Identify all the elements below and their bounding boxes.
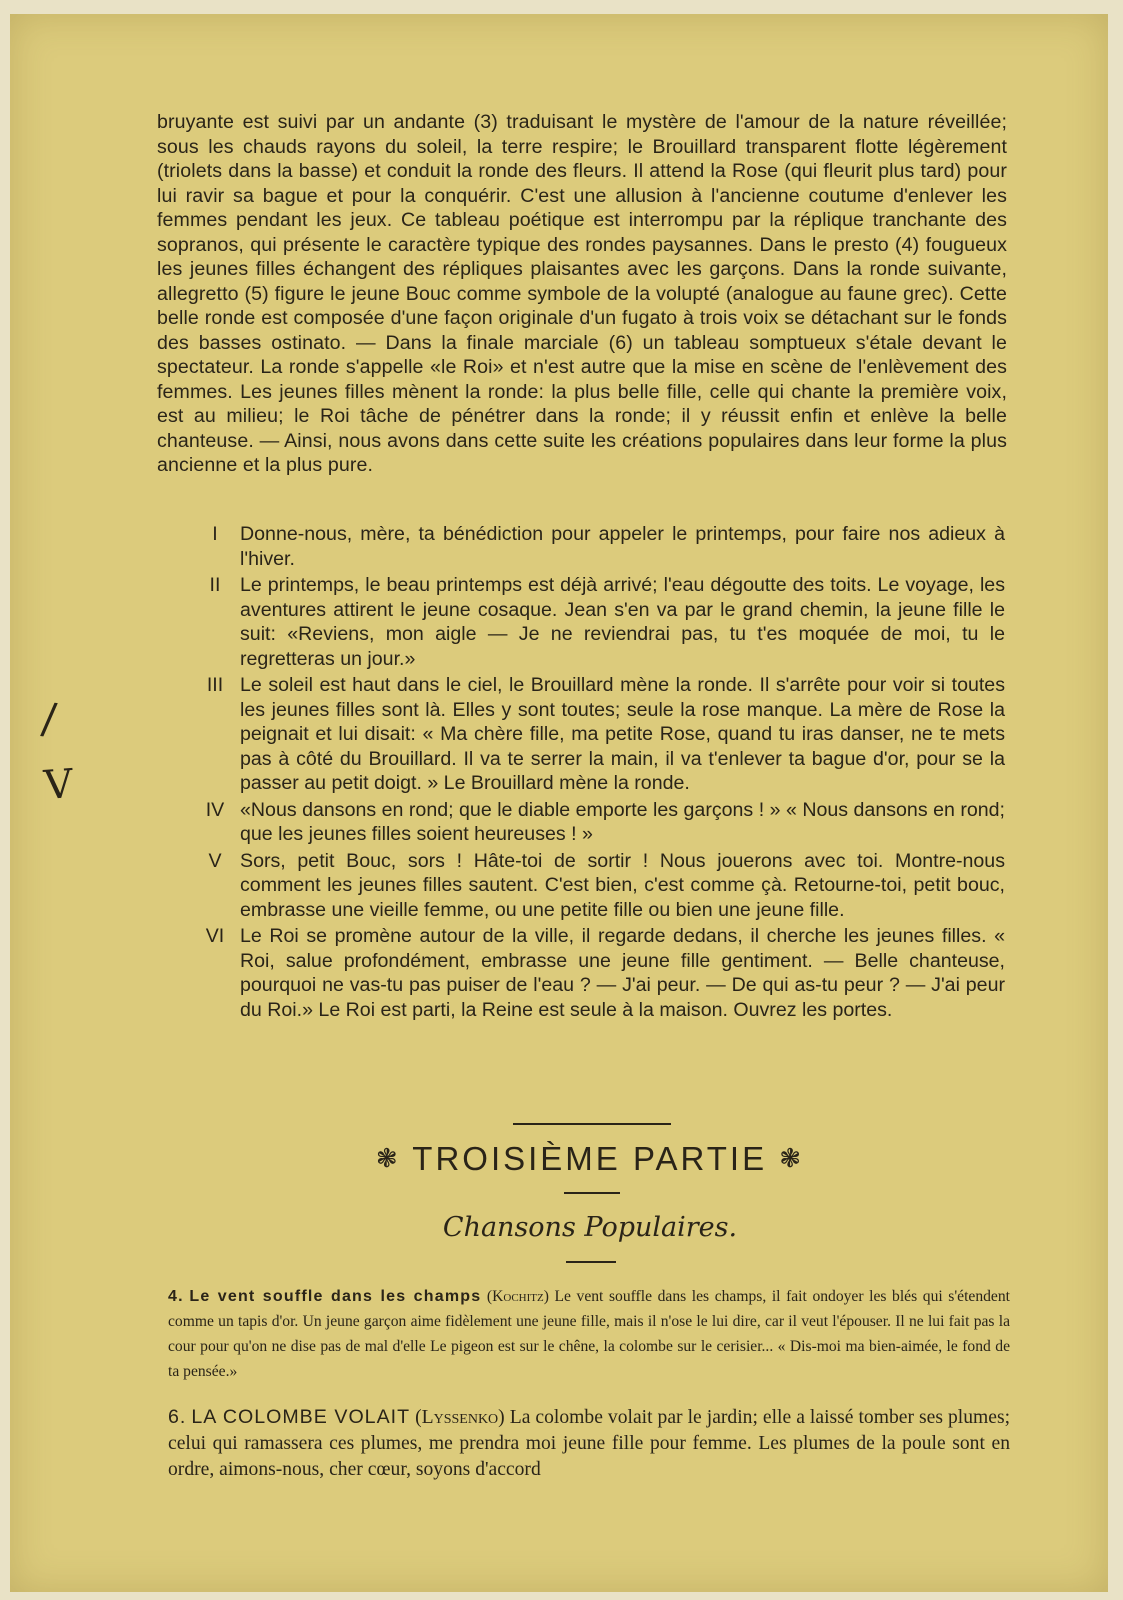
song-6-title: LA COLOMBE VOLAIT: [191, 1406, 411, 1428]
song-6-composer: (Lyssenko): [415, 1407, 505, 1428]
song-4-text: Le vent souffle dans les champs, il fait ondoyer les blés qui s'étendent comme un tapis d'or. Un jeune garçon aime fidèlement une jeune fille, mais il n'ose le lui dire, car il veut l'épouser. Il ne lui fait pas la cour pour qu'on ne dise pas de mal d'elle Le pigeon est sur le chêne, la colombe sur le cerisier... « Dis-moi ma bien-aimée, le fond de ta pensée.»: [168, 1288, 1010, 1380]
divider-rule: [566, 1261, 616, 1263]
intro-paragraph: [157, 110, 1007, 478]
song-4-number: 4.: [168, 1288, 184, 1305]
song-item: [190, 798, 1005, 847]
margin-mark-slash: /: [39, 693, 59, 744]
section-title-text: TROISIÈME PARTIE: [412, 1140, 768, 1177]
song-item: [190, 673, 1005, 796]
section-subtitle: Chansons Populaires.: [442, 1212, 738, 1243]
song-text: Le Roi se promène autour de la ville, il regarde dedans, il cherche les jeunes filles. « Roi, salue profondément, embrasse une jeune fille gentiment. — Belle chanteuse, pourquoi ne vas-tu pas puiser de l'eau ? — J'ai peur. — De qui as-tu peur ? — J'ai peur du Roi.» Le Roi est parti, la Reine est seule à la maison. Ouvrez les portes.: [240, 925, 1005, 1021]
song-text: Le printemps, le beau printemps est déjà arrivé; l'eau dégoutte des toits. Le voyage, les aventures attirent le jeune cosaque. Jean s'en va par le grand chemin, la jeune fille le suit: «Reviens, mon aigle — Je ne reviendrai pas, tu t'es moquée de moi, tu le regretteras un jour.»: [240, 574, 1005, 670]
song-number: I: [212, 523, 218, 545]
song-item: [190, 849, 1005, 923]
song-text: Donne-nous, mère, ta bénédiction pour appeler le printemps, pour faire nos adieux à l'hiver.: [240, 523, 1005, 570]
divider-rule: [564, 1192, 620, 1194]
song-6-entry: [168, 1404, 1010, 1483]
song-text: «Nous dansons en rond; que le diable emporte les garçons ! » « Nous dansons en rond; que les jeunes filles soient heureuses ! »: [240, 798, 1005, 845]
song-text: Sors, petit Bouc, sors ! Hâte-toi de sortir ! Nous jouerons avec toi. Montre-nous comment les jeunes filles sautent. C'est bien, c'est comme çà. Retourne-toi, petit bouc, embrasse une vieille femme, ou une petite fille ou bien une jeune fille.: [240, 849, 1005, 921]
song-item: [190, 522, 1005, 571]
document-page: [10, 14, 1108, 1592]
divider-rule: [513, 1123, 671, 1125]
intro-text: bruyante est suivi par un andante (3) traduisant le mystère de l'amour de la nature réveillée; sous les chauds rayons du soleil, la terre respire; le Brouillard transparent flotte légèrement (triolets dans la basse) et conduit la ronde des fleurs. Il attend la Rose (qui fleurit plus tard) pour lui ravir sa bague et pour la conquérir. C'est une allusion à l'ancienne coutume d'enlever les femmes pendant les jeux. Ce tableau poétique est interrompu par la réplique tranchante des sopranos, qui présente le caractère typique des rondes paysannes. Dans le presto (4) fougueux les jeunes filles échangent des répliques plaisantes avec les garçons. Dans la ronde suivante, allegretto (5) figure le jeune Bouc comme symbole de la volupté (analogue au faune grec). Cette belle ronde est composée d'une façon originale d'un fugato à trois voix se détachant sur le fonds des basses ostinato. — Dans la finale marciale (6) un tableau somptueux s'étale devant le spectateur. La ronde s'appelle «le Roi» et n'est autre que la mise en scène de l'enlèvement des femmes. Les jeunes filles mènent la ronde: la plus belle fille, celle qui chante la première voix, est au milieu; le Roi tâche de pénétrer dans la ronde; il y réussit enfin et enlève la belle chanteuse. — Ainsi, nous avons dans cette suite les créations populaires dans leur forme la plus ancienne et la plus pure.: [157, 111, 1007, 476]
song-item: [190, 573, 1005, 671]
song-item: [190, 924, 1005, 1022]
song-4-title: Le vent souffle dans les champs: [189, 1288, 482, 1305]
song-text: Le soleil est haut dans le ciel, le Brouillard mène la ronde. Il s'arrête pour voir si toutes les jeunes filles sont là. Elles y sont toutes; seule la rose manque. La mère de Rose la peignait et lui disait: « Ma chère fille, ma petite Rose, quand tu iras danser, ne te mets pas à côté du Brouillard. Il va te serrer la main, il va t'enlever ta bague d'or, pour se la passer au petit doigt. » Le Brouillard mène la ronde.: [240, 674, 1005, 794]
song-number: V: [208, 849, 222, 872]
flower-ornament-icon: ❃: [375, 1143, 401, 1173]
flower-ornament-icon: ❃: [779, 1143, 805, 1173]
song-4-entry: [168, 1284, 1010, 1384]
section-title: [340, 1140, 840, 1178]
song-number: II: [209, 574, 221, 596]
song-number: IV: [205, 798, 225, 821]
margin-mark-v: V: [42, 761, 75, 809]
song-6-text: La colombe volait par le jardin; elle a laissé tomber ses plumes; celui qui ramassera ces plumes, me prendra moi jeune fille pour femme. Les plumes de la poule sont en ordre, aimons-nous, cher cœur, soyons d'accord: [168, 1407, 1011, 1480]
song-number: III: [206, 674, 224, 696]
song-4-composer: (Kochitz): [486, 1288, 549, 1305]
song-list: [190, 522, 1005, 1024]
song-number: VI: [205, 925, 225, 947]
song-6-number: 6.: [168, 1406, 187, 1428]
